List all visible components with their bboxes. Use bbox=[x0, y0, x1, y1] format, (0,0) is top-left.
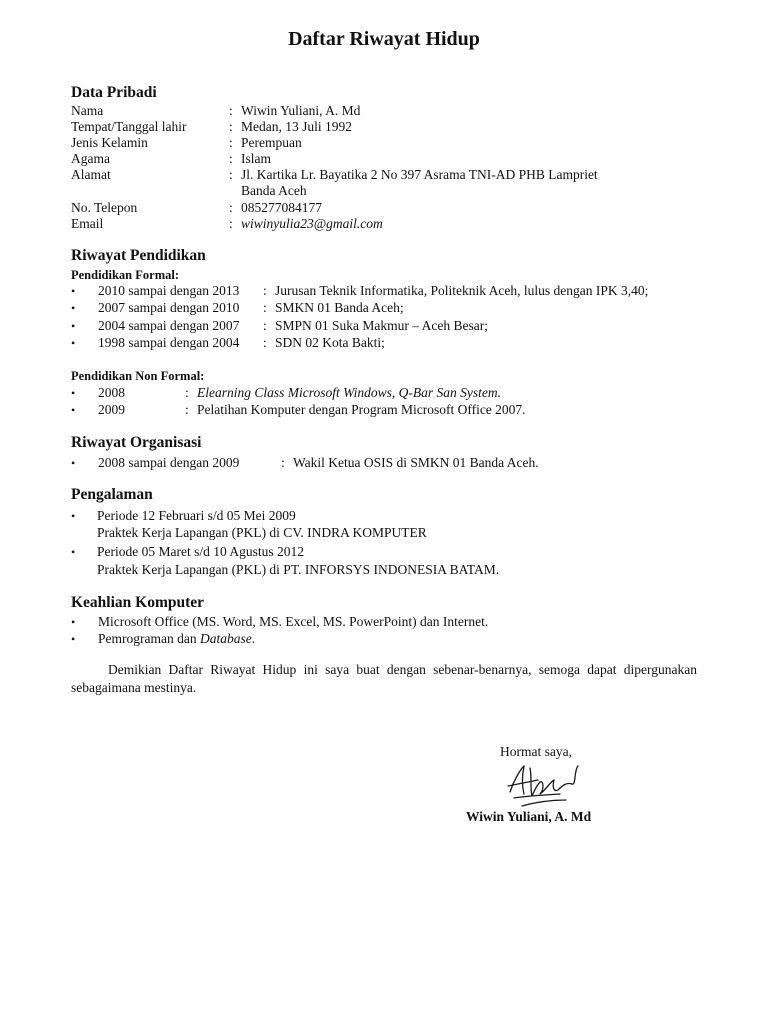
field-label: Email bbox=[71, 216, 104, 231]
field-colon: : bbox=[229, 151, 233, 166]
section-heading-organisasi: Riwayat Organisasi bbox=[71, 434, 202, 451]
bullet-icon: • bbox=[71, 284, 76, 298]
field-value: Medan, 13 Juli 1992 bbox=[241, 119, 352, 134]
email-value: wiwinyulia23@gmail.com bbox=[241, 216, 383, 231]
period-text: 2010 sampai dengan 2013 bbox=[98, 283, 240, 298]
field-value: Islam bbox=[241, 151, 271, 166]
item-colon: : bbox=[263, 300, 267, 315]
bullet-icon: • bbox=[71, 509, 76, 523]
field-label: Nama bbox=[71, 103, 104, 118]
desc-text: Jurusan Teknik Informatika, Politeknik Aceh, lulus dengan IPK 3,40; bbox=[275, 283, 649, 298]
closing-text: Demikian Daftar Riwayat Hidup ini saya buat dengan sebenar-benarnya, semoga dapat dipergunakan sebagaimana mestinya. bbox=[71, 662, 697, 695]
skill-italic: Database bbox=[199, 631, 252, 646]
bullet-icon: • bbox=[71, 456, 76, 470]
period-text: 2008 sampai dengan 2009 bbox=[98, 455, 240, 470]
field-colon: : bbox=[229, 119, 233, 134]
section-heading-pengalaman: Pengalaman bbox=[71, 486, 153, 503]
item-colon: : bbox=[263, 318, 267, 333]
item-colon: : bbox=[185, 402, 189, 417]
closing-paragraph bbox=[71, 661, 697, 697]
signature-name: Wiwin Yuliani, A. Md bbox=[466, 809, 592, 824]
section-heading-pendidikan: Riwayat Pendidikan bbox=[71, 247, 206, 264]
field-label: Tempat/Tanggal lahir bbox=[71, 119, 187, 134]
desc-text: Elearning Class Microsoft Windows, Q-Bar San System. bbox=[197, 385, 501, 400]
item-colon: : bbox=[263, 335, 267, 350]
field-label: No. Telepon bbox=[71, 200, 138, 215]
desc-text: Pelatihan Komputer dengan Program Microsoft Office 2007. bbox=[197, 402, 526, 417]
field-colon: : bbox=[229, 167, 233, 182]
skill-suffix: . bbox=[251, 631, 256, 646]
field-colon: : bbox=[229, 135, 233, 150]
bullet-icon: • bbox=[71, 301, 76, 315]
field-colon: : bbox=[229, 216, 233, 231]
field-label: Alamat bbox=[71, 167, 111, 182]
bullet-icon: • bbox=[71, 319, 76, 333]
subheading-nonformal: Pendidikan Non Formal: bbox=[71, 369, 205, 383]
experience-desc: Praktek Kerja Lapangan (PKL) di PT. INFORSYS INDONESIA BATAM. bbox=[97, 562, 500, 577]
field-value: 085277084177 bbox=[241, 200, 322, 215]
desc-text: Wakil Ketua OSIS di SMKN 01 Banda Aceh. bbox=[293, 455, 539, 470]
item-colon: : bbox=[281, 455, 285, 470]
field-value-continued: Banda Aceh bbox=[241, 183, 307, 198]
field-label: Agama bbox=[71, 151, 110, 166]
handwritten-signature-icon bbox=[500, 762, 590, 814]
section-heading-data-pribadi: Data Pribadi bbox=[71, 84, 157, 101]
field-colon: : bbox=[229, 200, 233, 215]
field-value: Perempuan bbox=[241, 135, 302, 150]
desc-text: SDN 02 Kota Bakti; bbox=[275, 335, 385, 350]
experience-period: Periode 12 Februari s/d 05 Mei 2009 bbox=[97, 508, 296, 523]
item-colon: : bbox=[185, 385, 189, 400]
field-label: Jenis Kelamin bbox=[71, 135, 148, 150]
bullet-icon: • bbox=[71, 632, 76, 646]
period-text: 2004 sampai dengan 2007 bbox=[98, 318, 240, 333]
signature-greeting: Hormat saya, bbox=[500, 744, 572, 759]
section-heading-keahlian: Keahlian Komputer bbox=[71, 594, 205, 611]
period-text: 2007 sampai dengan 2010 bbox=[98, 300, 240, 315]
skill-text bbox=[98, 631, 255, 647]
period-text: 1998 sampai dengan 2004 bbox=[98, 335, 240, 350]
field-value: Jl. Kartika Lr. Bayatika 2 No 397 Asrama TNI-AD PHB Lampriet bbox=[241, 167, 598, 182]
page-title: Daftar Riwayat Hidup bbox=[288, 28, 480, 50]
bullet-icon: • bbox=[71, 336, 76, 350]
period-text: 2008 bbox=[98, 385, 125, 400]
subheading-formal: Pendidikan Formal: bbox=[71, 268, 179, 282]
field-colon: : bbox=[229, 103, 233, 118]
experience-desc: Praktek Kerja Lapangan (PKL) di CV. INDRA KOMPUTER bbox=[97, 525, 427, 540]
field-value: Wiwin Yuliani, A. Md bbox=[241, 103, 361, 118]
bullet-icon: • bbox=[71, 386, 76, 400]
item-colon: : bbox=[263, 283, 267, 298]
bullet-icon: • bbox=[71, 545, 76, 559]
bullet-icon: • bbox=[71, 403, 76, 417]
desc-text: SMPN 01 Suka Makmur – Aceh Besar; bbox=[275, 318, 488, 333]
desc-text: SMKN 01 Banda Aceh; bbox=[275, 300, 404, 315]
period-text: 2009 bbox=[98, 402, 125, 417]
skill-prefix: Pemrograman dan bbox=[98, 631, 200, 646]
bullet-icon: • bbox=[71, 615, 76, 629]
experience-period: Periode 05 Maret s/d 10 Agustus 2012 bbox=[97, 544, 304, 559]
skill-text: Microsoft Office (MS. Word, MS. Excel, MS. PowerPoint) dan Internet. bbox=[98, 614, 489, 629]
